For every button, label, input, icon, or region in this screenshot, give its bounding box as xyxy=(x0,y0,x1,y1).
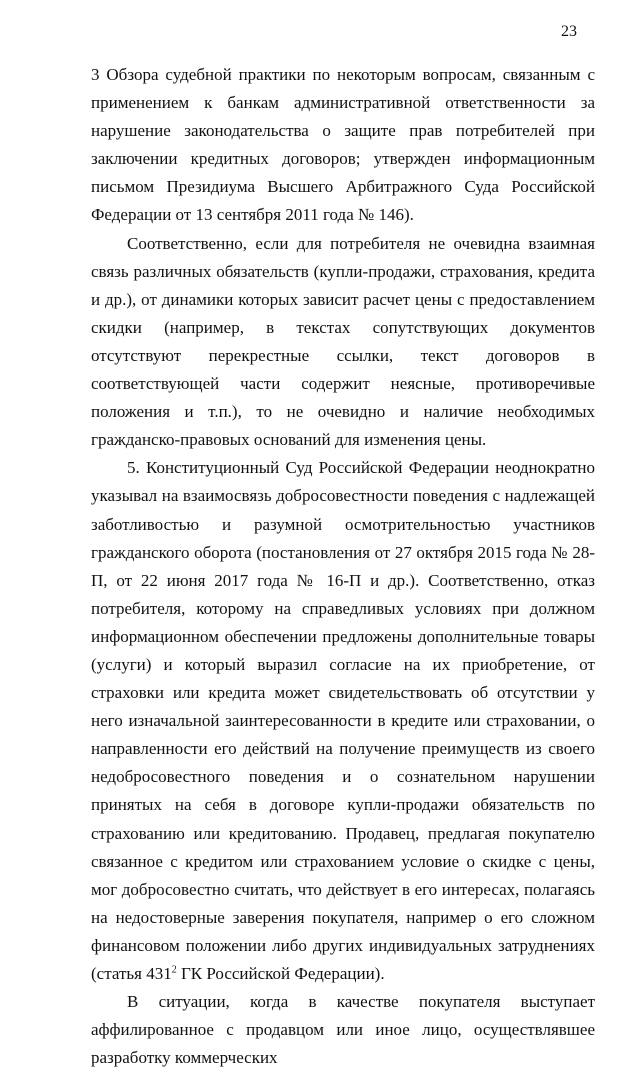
paragraph-constitutional-court xyxy=(91,454,595,988)
paragraph-constitutional-court-text: 5. Конституционный Суд Российской Федерации неоднократно указывал на взаимосвязь добросовестности поведения с надлежащей заботливостью и разумной осмотрительностью участников гражданского оборота (постановления от 27 октября 2015 года № 28-П, от 22 июня 2017 года № 16-П и др.). Соответственно, отказ потребителя, которому на справедливых условиях при должном информационном обеспечении предложены дополнительные товары (услуги) и который выразил согласие на их приобретение, от страховки или кредита может свидетельствовать об отсутствии у него изначальной заинтересованности в кредите или страховании, о направленности его действий на получение преимуществ из своего недобросовестного поведения и о сознательном нарушении принятых на себя в договоре купли-продажи обязательств по страхованию или кредитованию. Продавец, предлагая покупателю связанное с кредитом или страхованием условие о скидке с цены, мог добросовестно считать, что действует в его интересах, полагаясь на недостоверные заверения покупателя, например о его сложном финансовом положении либо других индивидуальных затруднениях (статья 431 xyxy=(91,458,595,983)
document-body xyxy=(91,61,595,1072)
page-number: 23 xyxy=(561,23,577,40)
article-superscript: 2 xyxy=(171,964,177,976)
paragraph-review-reference: 3 Обзора судебной практики по некоторым вопросам, связанным с применением к банкам административной ответственности за нарушение законодательства о защите прав потребителей при заключении кредитных договоров; утвержден информационным письмом Президиума Высшего Арбитражного Суда Российской Федерации от 13 сентября 2011 года № 146). xyxy=(91,65,595,225)
paragraph-affiliated-buyer: В ситуации, когда в качестве покупателя выступает аффилированное с продавцом или иное лицо, осуществлявшее разработку коммерческих xyxy=(91,992,595,1068)
paragraph-price-discount: Соответственно, если для потребителя не очевидна взаимная связь различных обязательств (купли-продажи, страхования, кредита и др.), от динамики которых зависит расчет цены с предоставлением скидки (например, в текстах сопутствующих документов отсутствуют перекрестные ссылки, текст договоров в соответствующей части содержит неясные, противоречивые положения и т.п.), то не очевидно и наличие необходимых гражданско-правовых оснований для изменения цены. xyxy=(91,233,595,450)
paragraph-constitutional-court-tail: ГК Российской Федерации). xyxy=(176,964,385,983)
